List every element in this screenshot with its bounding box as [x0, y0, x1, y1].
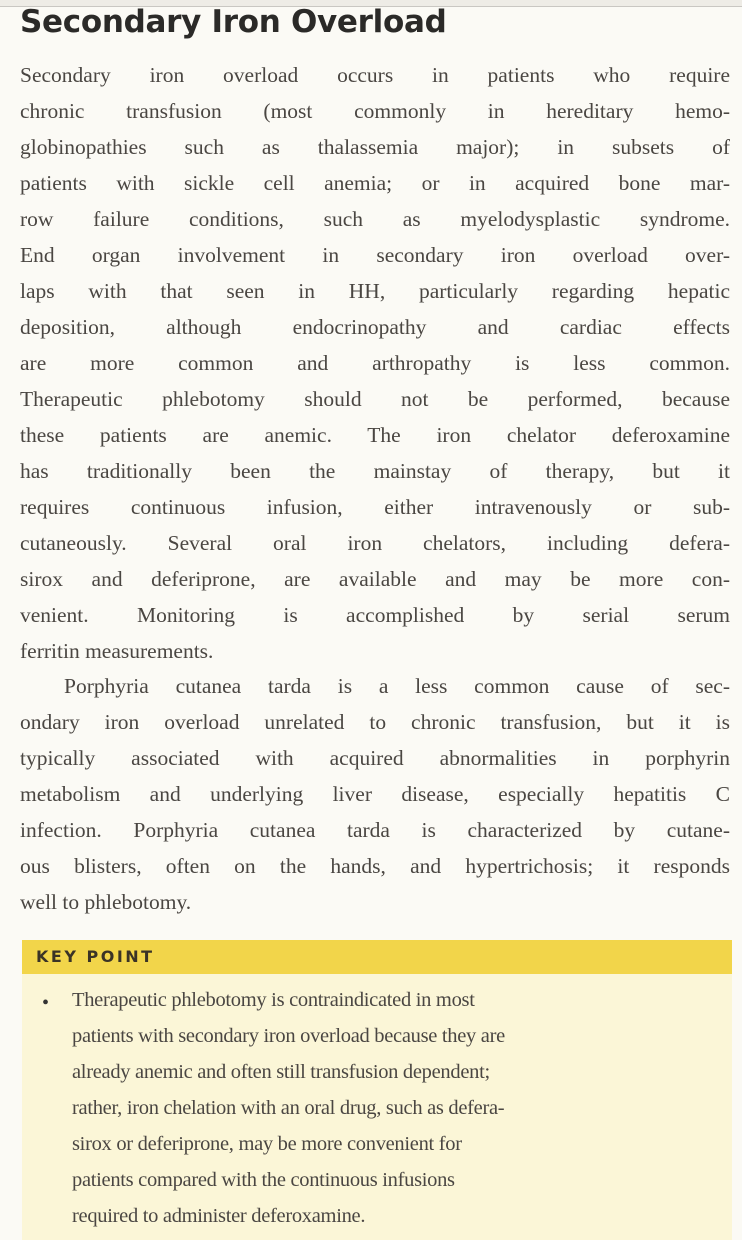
key-point-list [42, 982, 712, 1234]
key-point-title: KEY POINT [22, 940, 732, 974]
text-line: requires continuous infusion, either intravenously or sub- [20, 495, 730, 519]
text-line: Secondary iron overload occurs in patients who require [20, 63, 730, 87]
text-line: these patients are anemic. The iron chelator deferoxamine [20, 423, 730, 447]
paragraph-secondary-iron-overload [20, 57, 730, 669]
text-line: sirox or deferiprone, may be more convenient for [72, 1133, 462, 1155]
text-line: laps with that seen in HH, particularly regarding hepatic [20, 279, 730, 303]
text-line: sirox and deferiprone, are available and may be more con- [20, 567, 730, 591]
text-line: End organ involvement in secondary iron overload over- [20, 243, 730, 267]
text-line: ondary iron overload unrelated to chronic transfusion, but it is [20, 710, 730, 734]
text-line: patients with secondary iron overload because they are [72, 1025, 505, 1047]
text-line: already anemic and often still transfusion dependent; [72, 1061, 490, 1083]
text-line: infection. Porphyria cutanea tarda is characterized by cutane- [20, 818, 730, 842]
text-line: globinopathies such as thalassemia major); in subsets of [20, 135, 730, 159]
text-line: cutaneously. Several oral iron chelators, including defera- [20, 531, 730, 555]
text-line: Therapeutic phlebotomy is contraindicated in most [72, 989, 475, 1011]
text-line: chronic transfusion (most commonly in hereditary hemo- [20, 99, 730, 123]
text-line: Therapeutic phlebotomy should not be performed, because [20, 387, 730, 411]
key-point-box [22, 940, 732, 1240]
section-heading: Secondary Iron Overload [20, 4, 447, 40]
text-line: patients with sickle cell anemia; or in acquired bone mar- [20, 171, 730, 195]
text-line: venient. Monitoring is accomplished by serial serum [20, 603, 730, 627]
text-line: well to phlebotomy. [20, 890, 192, 914]
text-line: patients compared with the continuous infusions [72, 1169, 455, 1191]
text-line: typically associated with acquired abnormalities in porphyrin [20, 746, 730, 770]
text-line: metabolism and underlying liver disease, especially hepatitis C [20, 782, 730, 806]
text-line: ous blisters, often on the hands, and hypertrichosis; it responds [20, 854, 730, 878]
text-line: required to administer deferoxamine. [72, 1205, 366, 1227]
text-line: has traditionally been the mainstay of therapy, but it [20, 459, 730, 483]
text-line: rather, iron chelation with an oral drug, such as defera- [72, 1097, 505, 1119]
bullet-icon: • [42, 992, 50, 1014]
text-line: ferritin measurements. [20, 639, 214, 663]
text-line: row failure conditions, such as myelodysplastic syndrome. [20, 207, 730, 231]
text-line: Porphyria cutanea tarda is a less common cause of sec- [64, 674, 730, 698]
text-line: deposition, although endocrinopathy and cardiac effects [20, 315, 730, 339]
paragraph-porphyria [20, 668, 730, 920]
text-line: are more common and arthropathy is less common. [20, 351, 730, 375]
